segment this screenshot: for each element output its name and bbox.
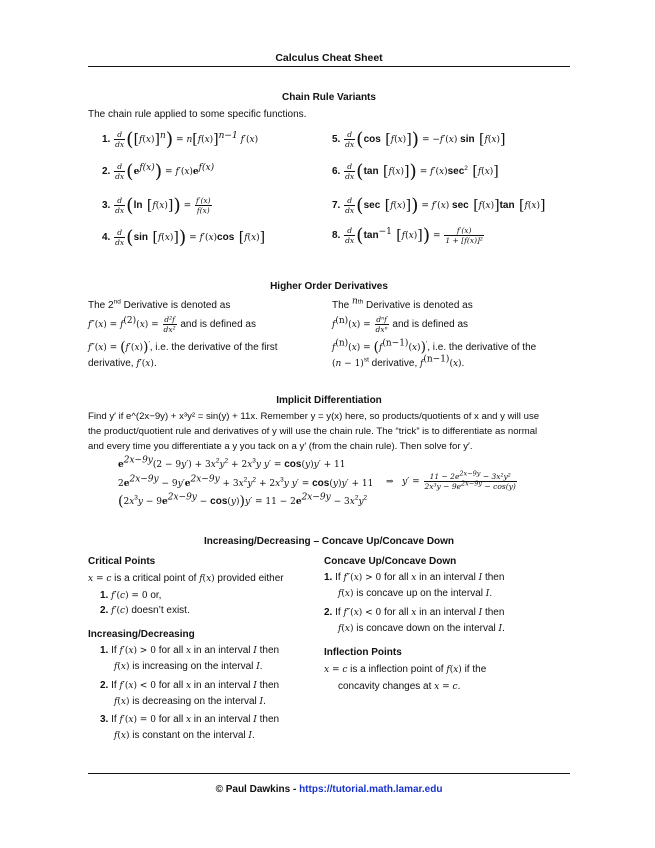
higher-left-line2: $f''(x) = f^{(2)}(x)$ = $\frac{\text{d²f}}{\text{dx²}}$ and is defined as <box>88 315 256 334</box>
implicit-title: Implicit Differentiation <box>276 395 382 406</box>
footer: © Paul Dawkins - https://tutorial.math.lamar.edu <box>215 784 443 795</box>
higher-left-line1: The 2nd Derivative is denoted as <box>88 298 231 311</box>
inflection-line1: x = c is a inflection point of f(x) if the <box>324 664 487 675</box>
inc-1-line2: f(x) is increasing on the interval I. <box>114 661 263 672</box>
critical-title: Critical Points <box>88 556 156 567</box>
implicit-step-2: $2e^{2x-9y} - 9y'e^{2x-9y} + 3x^2y^2 + 2x^3y$ y′ = cos(y)y′ + 11 <box>118 474 374 489</box>
inc-2-line1: 2. If f′(x) < 0 for all x in an interval I then <box>100 680 280 691</box>
con-2-line2: f(x) is concave down on the interval I. <box>338 623 505 634</box>
concave-title: Concave Up/Concave Down <box>324 556 457 567</box>
implicit-solution: ⇒ y′ = $\frac{11 - 2e^{2x-9y} - 3x^2y^2}{2x^3y - 9e^{2x-9y} - \cos(y)}$ <box>386 469 516 491</box>
chain-item-3: 3. $\frac{d}{dx}$ (ln [f(x)]) = $\frac{f'(x)}{f(x)}$ <box>102 194 211 217</box>
implicit-step-1: $e^{2x-9y}(2 - 9y') + 3x^2y^2 + 2x^3y$ y′ = cos(y)y′ + 11 <box>118 455 346 470</box>
inc-1-line1: 1. If f′(x) > 0 for all x in an interval I then <box>100 645 280 656</box>
con-2-line1: 2. If f″(x) < 0 for all x in an interval I then <box>324 607 505 618</box>
con-1-line1: 1. If f″(x) > 0 for all x in an interval I then <box>324 572 505 583</box>
inc-3-line2: f(x) is constant on the interval I. <box>114 730 255 741</box>
chain-item-2: 2. $\frac{d}{dx}$ $(e^{f(x)}) = f'(x)e^{f(x)}$ <box>102 160 215 183</box>
footer-rule <box>88 773 570 774</box>
inc-2-line2: f(x) is decreasing on the interval I. <box>114 696 266 707</box>
higher-left-line4: derivative, f′(x). <box>88 358 157 369</box>
implicit-line3: and every time you differentiate a y you tack on a y′ (from the chain rule). Then solve for y′. <box>88 441 473 452</box>
chain-rule-intro: The chain rule applied to some specific functions. <box>88 109 307 120</box>
chain-item-8: 8. $\frac{d}{dx}$ ($\tan^{-1}$ [f(x)]) = $\frac{f'(x)}{\text{1 + [f(x)]²}}$ <box>332 224 483 247</box>
higher-right-line2: $f^{(n)}(x)$ = $\frac{\text{dⁿf}}{\text{dxⁿ}}$ and is defined as <box>332 315 469 334</box>
chain-item-1: 1. $\frac{d}{dx}$ $([f(x)]^n) = n[f(x)]^{n-1}$ f′(x) <box>102 128 259 151</box>
critical-1: 1. f′(c) = 0 or, <box>100 590 162 601</box>
cheat-sheet-page <box>88 50 570 800</box>
chain-item-6: 6. $\frac{d}{dx}$ (tan $[f(x)]) = f'(x)\sec^2$ [f(x)] <box>332 160 499 183</box>
higher-left-line3: f″(x) = (f′(x))′, i.e. the derivative of the first <box>88 339 278 356</box>
chain-item-5: 5. $\frac{d}{dx}$ (cos [f(x)]) = −f′(x) sin [f(x)] <box>332 128 506 151</box>
higher-order-title: Higher Order Derivatives <box>270 281 388 292</box>
header-rule <box>88 66 570 67</box>
higher-right-line4: $(n - 1)^{st}$ derivative, $f^{(n-1)}(x)$. <box>332 354 465 369</box>
footer-link[interactable]: https://tutorial.math.lamar.edu <box>299 784 443 795</box>
con-1-line2: f(x) is concave up on the interval I. <box>338 588 493 599</box>
page-title: Calculus Cheat Sheet <box>275 52 383 64</box>
chain-item-4: 4. $\frac{d}{dx}$ (sin [f(x)]) = f′(x)cos [f(x)] <box>102 226 266 249</box>
implicit-line2: the product/quotient rule and derivatives of y will use the chain rule. The “trick” is to differentiate as normal <box>88 426 538 437</box>
inflection-title: Inflection Points <box>324 647 402 658</box>
chain-rule-title: Chain Rule Variants <box>282 92 376 103</box>
critical-def: x = c is a critical point of f(x) provided either <box>88 573 284 584</box>
inc-3-line1: 3. If f′(x) = 0 for all x in an interval I then <box>100 714 280 725</box>
incdec-subtitle: Increasing/Decreasing <box>88 629 195 640</box>
implicit-step-3: $(2x^3y - 9e^{2x-9y} - \cos(y))y' = 11 - 2e^{2x-9y} - 3x^2y^2$ <box>118 492 368 510</box>
higher-right-line3: $f^{(n)}(x) = (f^{(n-1)}(x))'$, i.e. the derivative of the <box>332 338 537 356</box>
critical-2: 2. f′(c) doesn’t exist. <box>100 605 190 616</box>
higher-right-line1: The $^{nth}$ Derivative is denoted as <box>332 296 473 311</box>
chain-item-7: 7. $\frac{d}{dx}$ (sec [f(x)]) = f′(x) sec [f(x)]tan [f(x)] <box>332 194 546 217</box>
incdec-title: Increasing/Decreasing – Concave Up/Concave Down <box>203 536 455 547</box>
implicit-line1: Find y′ if e^(2x−9y) + x³y² = sin(y) + 11x. Remember y = y(x) here, so products/quotients of x and y will use <box>88 411 540 422</box>
inflection-line2: concavity changes at x = c. <box>338 681 461 692</box>
